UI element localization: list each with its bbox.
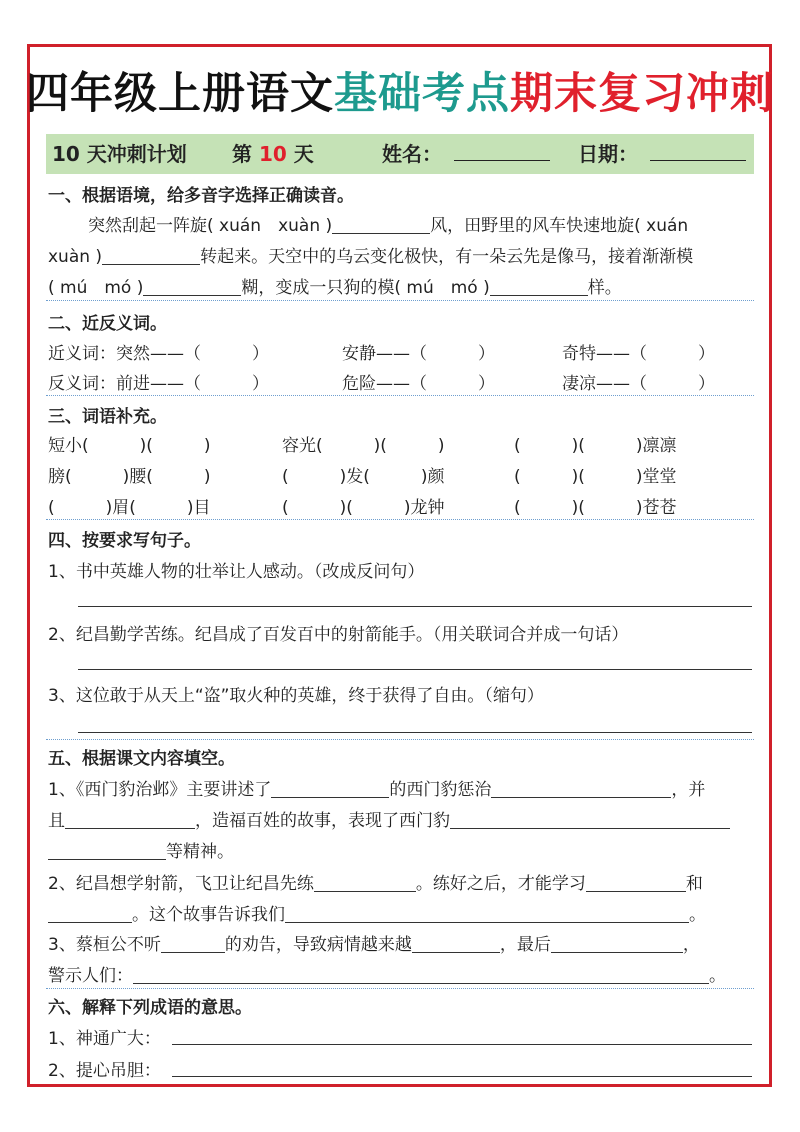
answer-blank[interactable] xyxy=(102,246,200,265)
word-fill-item: ( )发( )颜 xyxy=(282,467,445,487)
word-fill-item: 容光( )( ) xyxy=(282,436,445,456)
s5-line-3: 等精神。 xyxy=(48,837,234,862)
name-label: 姓名： xyxy=(382,142,442,166)
word-fill-item: ( )眉( )目 xyxy=(48,498,211,518)
day-label: 第 10 天 xyxy=(232,142,314,166)
date-label: 日期： xyxy=(578,142,638,166)
answer-blank[interactable] xyxy=(285,904,689,923)
title-part-3: 期末复习冲刺 xyxy=(510,69,774,119)
antonym-item-1: 反义词：前进——（ ） xyxy=(48,374,269,394)
word-fill-item: ( )( )凛凛 xyxy=(514,436,677,456)
idiom-answer-line-1[interactable] xyxy=(172,1044,752,1045)
date-field[interactable] xyxy=(650,160,746,161)
answer-line-2[interactable] xyxy=(78,669,752,670)
answer-blank[interactable] xyxy=(161,934,225,953)
s5-line-6: 3、蔡桓公不听 的劝告，导致病情越来越 ，最后 ， xyxy=(48,935,700,955)
s5-line-5: 。这个故事告诉我们 。 xyxy=(48,900,706,925)
answer-blank[interactable] xyxy=(65,810,195,829)
name-field[interactable] xyxy=(454,160,550,161)
section-2-heading: 二、近反义词。 xyxy=(48,314,167,334)
answer-blank[interactable] xyxy=(332,215,430,234)
word-fill-item: ( )( )苍苍 xyxy=(514,498,677,518)
answer-blank[interactable] xyxy=(586,873,686,892)
answer-blank[interactable] xyxy=(491,779,671,798)
idiom-question-2: 2、提心吊胆： xyxy=(48,1061,161,1081)
word-fill-item: 短小( )( ) xyxy=(48,436,211,456)
plan-label: 10 天冲刺计划 xyxy=(52,142,187,166)
day-number: 10 xyxy=(258,142,287,166)
section-6-heading: 六、解释下列成语的意思。 xyxy=(48,998,252,1018)
s1-line-3: ( mú mó ) 糊，变成一只狗的模( mú mó ) 样。 xyxy=(48,278,622,298)
s5-line-1: 1、《西门豹治邺》主要讲述了 的西门豹惩治 ，并 xyxy=(48,780,706,800)
section-3-heading: 三、词语补充。 xyxy=(48,407,167,427)
s5-line-7: 警示人们： 。 xyxy=(48,966,726,986)
title-part-1: 四年级上册语文 xyxy=(26,69,334,119)
word-fill-item: ( )( )堂堂 xyxy=(514,467,677,487)
answer-blank[interactable] xyxy=(314,873,416,892)
word-fill-item: ( )( )龙钟 xyxy=(282,498,445,518)
answer-blank[interactable] xyxy=(412,934,500,953)
sentence-question-3: 3、这位敢于从天上“盗”取火种的英雄，终于获得了自由。（缩句） xyxy=(48,686,544,706)
antonym-item-3: 凄凉——（ ） xyxy=(562,374,715,394)
answer-blank[interactable] xyxy=(48,904,132,923)
section-4-heading: 四、按要求写句子。 xyxy=(48,531,201,551)
answer-blank[interactable] xyxy=(551,934,683,953)
answer-blank[interactable] xyxy=(490,277,588,296)
idiom-answer-line-2[interactable] xyxy=(172,1076,752,1077)
synonym-item-3: 奇特——（ ） xyxy=(562,344,715,364)
s5-line-4: 2、纪昌想学射箭，飞卫让纪昌先练 。练好之后，才能学习 和 xyxy=(48,874,703,894)
divider xyxy=(46,519,754,520)
answer-line-3[interactable] xyxy=(78,732,752,733)
plan-banner xyxy=(46,134,754,174)
answer-blank[interactable] xyxy=(133,965,709,984)
s1-line-1: 突然刮起一阵旋( xuán xuàn ) 风，田野里的风车快速地旋( xuán xyxy=(88,216,689,236)
answer-line-1[interactable] xyxy=(78,606,752,607)
s5-line-2: 且 ，造福百姓的故事，表现了西门豹 xyxy=(48,806,730,831)
page-title xyxy=(0,64,800,124)
idiom-question-1: 1、神通广大： xyxy=(48,1029,161,1049)
divider xyxy=(46,739,754,740)
divider xyxy=(46,988,754,989)
synonym-item-1: 近义词：突然——（ ） xyxy=(48,344,269,364)
divider xyxy=(46,300,754,301)
answer-blank[interactable] xyxy=(143,277,241,296)
answer-blank[interactable] xyxy=(450,810,730,829)
answer-blank[interactable] xyxy=(271,779,389,798)
word-fill-item: 膀( )腰( ) xyxy=(48,467,211,487)
s1-line-2: xuàn ) 转起来。天空中的乌云变化极快，有一朵云先是像马，接着渐渐模 xyxy=(48,247,694,267)
sentence-question-2: 2、纪昌勤学苦练。纪昌成了百发百中的射箭能手。（用关联词合并成一句话） xyxy=(48,625,629,645)
sentence-question-1: 1、书中英雄人物的壮举让人感动。（改成反问句） xyxy=(48,562,425,582)
section-5-heading: 五、根据课文内容填空。 xyxy=(48,749,235,769)
section-1-heading: 一、根据语境，给多音字选择正确读音。 xyxy=(48,186,354,206)
title-part-2: 基础考点 xyxy=(334,69,510,119)
synonym-item-2: 安静——（ ） xyxy=(342,344,495,364)
divider xyxy=(46,395,754,396)
answer-blank[interactable] xyxy=(48,841,166,860)
antonym-item-2: 危险——（ ） xyxy=(342,374,495,394)
